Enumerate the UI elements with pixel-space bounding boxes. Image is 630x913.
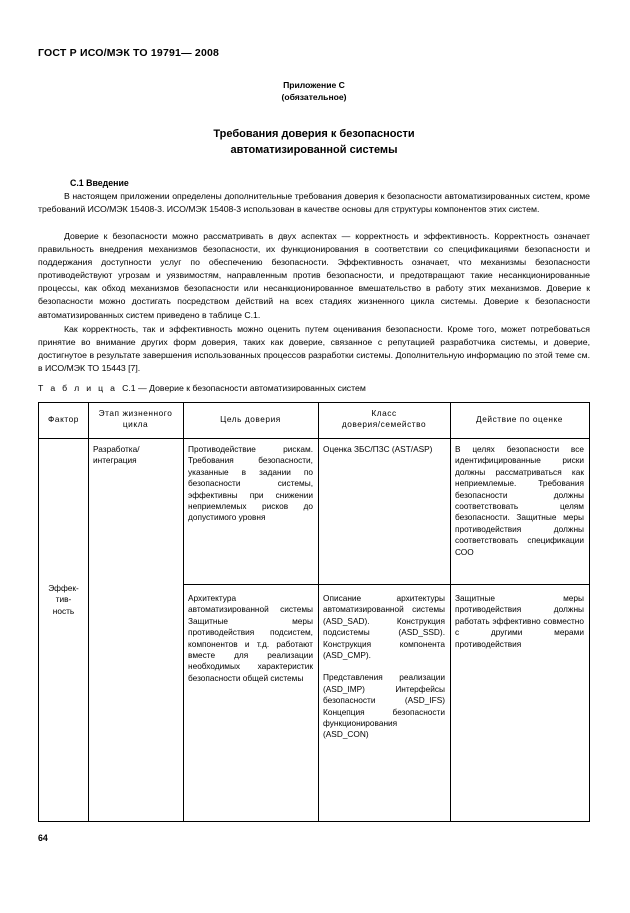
table-header-goal: Цель доверия [220,414,281,424]
table-caption-text: — Доверие к безопасности автоматизированных систем [138,383,366,393]
table-cell-factor-line-3: ность [52,605,75,616]
table-cell-factor-line-1: Эффек- [48,583,79,593]
assurance-table [38,402,590,822]
annex-status: (обязательное) [281,92,347,102]
body-paragraph: Доверие к безопасности можно рассматривать в двух аспектах — корректность и эффективность. Корректность означает правильность внедрения механизмов безопасности, их функционирования в соответствии со спецификациями безопасности и поддержания доступности услуг по обеспечению безопасности. Эффективность означает, что механизмы безопасности противодействуют угрозам и уязвимостям, направленным против безопасности, и предотвращают такие несанкционированные процессы, как обход механизмов безопасности или несанкционированное вмешательство в работу этих механизмов. Доверие к безопасности можно достигать посредством действий на всех стадиях жизненного цикла системы. Доверие к безопасности автоматизированных систем приведено в таблице С.1. [38,231,590,320]
body-paragraph: Как корректность, так и эффективность можно оценить путем оценивания безопасности. Кроме того, может потребоваться принятие во внимание других форм доверия, таких как доверие, связанное с репутацией разработчика системы, и доверие, достигнутое в результате завершения использованных процессов разработки системы. Дополнительную информацию по этой теме см. в ИСО/МЭК ТО 15443 [7]. [38,324,590,374]
table-cell-class-part-2: Представления реализации (ASD_IMP) Интерфейсы безопасности (ASD_IFS) Концепция безопасности функционирования (ASD_CON) [323,672,445,740]
table-cell-lifecycle-line-1: Разработка/ [93,444,140,454]
page-number: 64 [38,833,48,843]
table-row-divider [183,584,589,585]
table-header-class-line-1: Класс [371,408,397,418]
table-cell-action: Защитные меры противодействия должны работать эффективно совместно с другими мерами противодействия [455,593,584,649]
table-cell-class-part-1: Описание архитектуры автоматизированной системы (ASD_SAD). Конструкция подсистемы (ASD_SSD). Конструкция компонента (ASD_CMP). [323,593,445,661]
annex-label: Приложение С [283,80,345,90]
table-caption [38,383,366,393]
page-title-line-2: автоматизированной системы [230,144,398,156]
page-title-line-1: Требования доверия к безопасности [213,128,415,140]
table-header-lifecycle [88,408,183,431]
table-cell-class [318,593,450,741]
table-header-factor: Фактор [48,414,79,424]
table-header-divider [39,438,589,439]
table-cell-goal: Противодействие рискам. Требования безопасности, указанные в задании по безопасности системы, эффективны при снижении неприемлемых рисков до допустимого уровня [188,444,313,523]
table-header-lifecycle-line-2: цикла [122,419,149,430]
body-paragraph: В настоящем приложении определены дополнительные требования доверия к безопасности автоматизированных систем, кроме требований ИСО/МЭК 15408-3. ИСО/МЭК 15408-3 использован в качестве основы для структуры компонентов этих систем. [38,191,590,215]
table-cell-class: Оценка ЗБС/ПЗС (AST/ASP) [323,444,433,454]
table-header-class [318,408,450,431]
table-cell-lifecycle-line-2: интеграция [93,455,137,466]
annex-heading [38,79,590,103]
table-header-action: Действие по оценке [476,414,563,424]
section-heading: С.1 Введение [70,178,129,188]
table-cell-action: В целях безопасности все идентифицированные риски должны рассматриваться как неприемлемые. Требования безопасности должны соответствовать целям безопасности. Защитные меры противодействия должны соответствовать спецификации СОО [455,444,584,557]
table-cell-lifecycle [88,444,183,467]
page-title [38,126,590,158]
table-caption-prefix: Т а б л и ц а [38,383,118,393]
table-caption-number: С.1 [122,383,136,393]
table-cell-factor [39,583,88,617]
table-cell-factor-line-2: тив- [55,594,72,605]
running-head-standard-ref: ГОСТ Р ИСО/МЭК ТО 19791— 2008 [38,47,220,59]
table-header-lifecycle-line-1: Этап жизненного [98,408,173,418]
table-cell-class-gap [323,661,445,672]
table-cell-goal: Архитектура автоматизированной системы Защитные меры противодействия подсистем, компонентов и т.д. работают вместе для реализации необходимых характеристик безопасности общей системы [188,593,313,683]
table-header-class-line-2: доверия/семейство [341,419,427,430]
